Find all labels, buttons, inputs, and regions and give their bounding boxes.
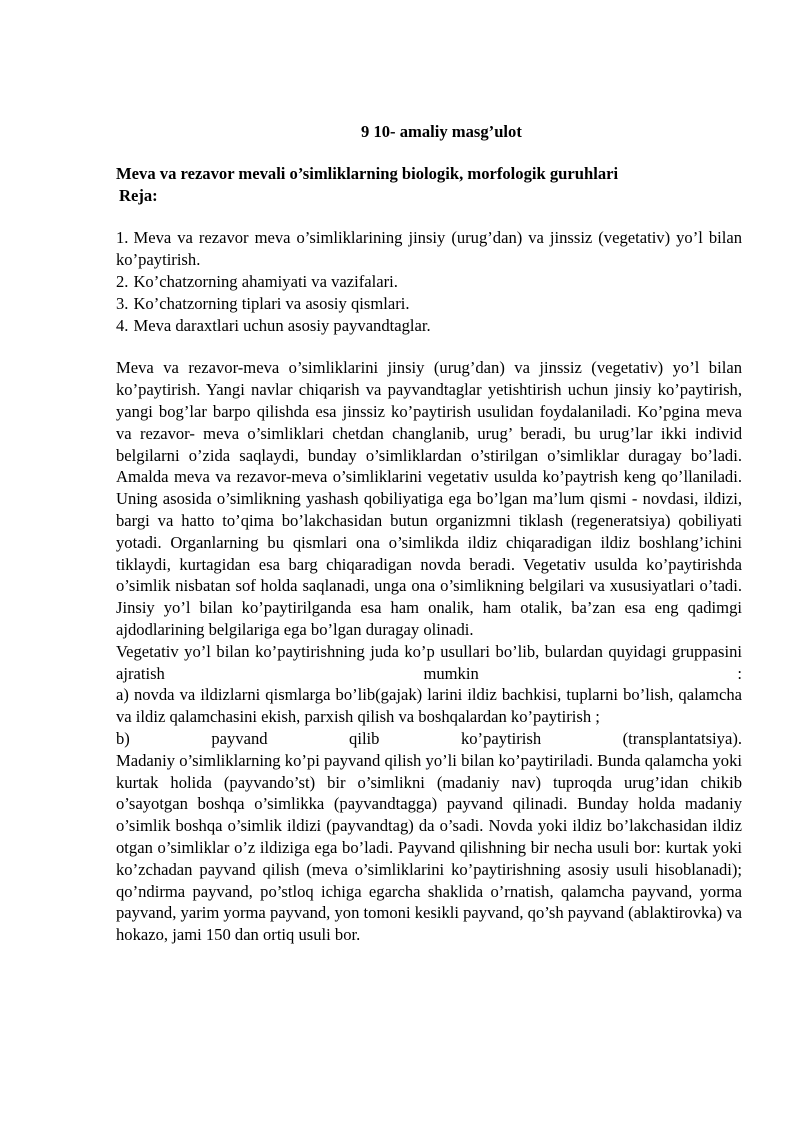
plan-item-text: Meva va rezavor meva o’simliklarining jinsiy (urug’dan) va jinssiz (vegetativ) yo’l bilan ko’paytirish. xyxy=(116,228,742,270)
paragraph-method-b: b) payvand qilib ko’paytirish (transplantatsiya). xyxy=(116,728,742,748)
paragraph-grafting: Madaniy o’simliklarning ko’pi payvand qilish yo’li bilan ko’paytiriladi. Bunda qalamcha yoki kurtak holida (payvando’st) bir o’simlikni (madaniy nav) tuproqda urug’idan chikib o’sayotgan boshqa o’simlikka (payvandtagga) payvand qilinadi. Bunday holda madaniy o’simlik boshqa o’simlik ildizi (payvandtag) da o’sadi. Novda yoki ildiz bo’lakchasidan ildiz otgan o’simliklar o’z ildiziga ega bo’ladi. Payvand qilishning bir necha usuli bor: kurtak yoki ko’zchadan payvand qilish (meva o’simliklarini ko’paytirishning asosiy usuli hisoblanadi); qo’ndirma payvand, po’stloq ichiga egarcha shaklida o’rnatish, qalamcha payvand, yorma payvand, yarim yorma payvand, yon tomoni kesikli payvand, qo’sh payvand (ablaktirovka) va hokazo, jami 150 dan ortiq usuli bor. xyxy=(116,750,742,945)
paragraph-methods-intro: Vegetativ yo’l bilan ko’paytirishning juda ko’p usullari bo’lib, bulardan quyidagi gruppasini ajratish mumkin : xyxy=(116,641,742,683)
plan-heading: Reja: xyxy=(119,185,158,205)
plan-list xyxy=(116,227,742,336)
plan-item-number: 1. xyxy=(116,228,129,248)
plan-item-text: Meva daraxtlari uchun asosiy payvandtaglar. xyxy=(133,315,431,335)
plan-item-number: 4. xyxy=(116,315,129,335)
plan-item-text: Ko’chatzorning ahamiyati va vazifalari. xyxy=(133,271,398,291)
plan-item xyxy=(116,293,742,315)
plan-item-number: 2. xyxy=(116,271,129,291)
plan-item xyxy=(116,227,742,271)
plan-item-number: 3. xyxy=(116,293,129,313)
plan-item-text: Ko’chatzorning tiplari va asosiy qismlari. xyxy=(133,293,410,313)
paragraph-method-a: a) novda va ildizlarni qismlarga bo’lib(gajak) larini ildiz bachkisi, tuplarni bo’lish, qalamcha va ildiz qalamchasini ekish, parxish qilish va boshqalardan ko’paytirish ; xyxy=(116,685,742,727)
paragraph-intro: Meva va rezavor-meva o’simliklarini jinsiy (urug’dan) va jinssiz (vegetativ) yo’l bilan ko’paytirish. Yangi navlar chiqarish va payvandtaglar yetishtirish uchun jinsiy ko’paytirish, yangi bog’lar barpo qilishda esa jinssiz ko’paytirish usulidan foydalaniladi. Ko’pgina meva va rezavor- meva o’simliklari chetdan changlanib, urug’ beradi, bu urug’lar ikki individ belgilarni o’zida saqlaydi, bunday o’simliklardan o’stirilgan o’simliklar duragay bo’ladi. Amalda meva va rezavor-meva o’simliklarini vegetativ usulda ko’paytrish keng qo’llaniladi. Uning asosida o’simlikning yashash qobiliyatiga ega bo’lgan ma’lum qismi - novdasi, ildizi, bargi va hatto to’qima bo’lakchasidan butun organizmni tiklash (regeneratsiya) qobiliyati yotadi. Organlarning bu qismlari ona o’simlikda ildiz chiqaradigan ildiz boshlang’ichini tiklaydi, kurtagidan esa barg chiqaradigan novda beradi. Vegetativ usulda ko’paytirishda o’simlik nisbatan sof holda saqlanadi, unga ona o’simlikning belgilari va xususiyatlari o’tadi. Jinsiy yo’l bilan ko’paytirilganda esa ham onalik, ham otalik, ba’zan esa eng qadimgi ajdodlarining belgilariga ega bo’lgan duragay olinadi. xyxy=(116,358,742,639)
document-title: 9 10- amaliy masg’ulot xyxy=(361,122,522,141)
plan-item xyxy=(116,315,742,337)
document-subtitle: Meva va rezavor mevali o’simliklarning biologik, morfologik guruhlari xyxy=(116,163,619,183)
plan-item xyxy=(116,271,742,293)
document-page xyxy=(116,121,742,946)
